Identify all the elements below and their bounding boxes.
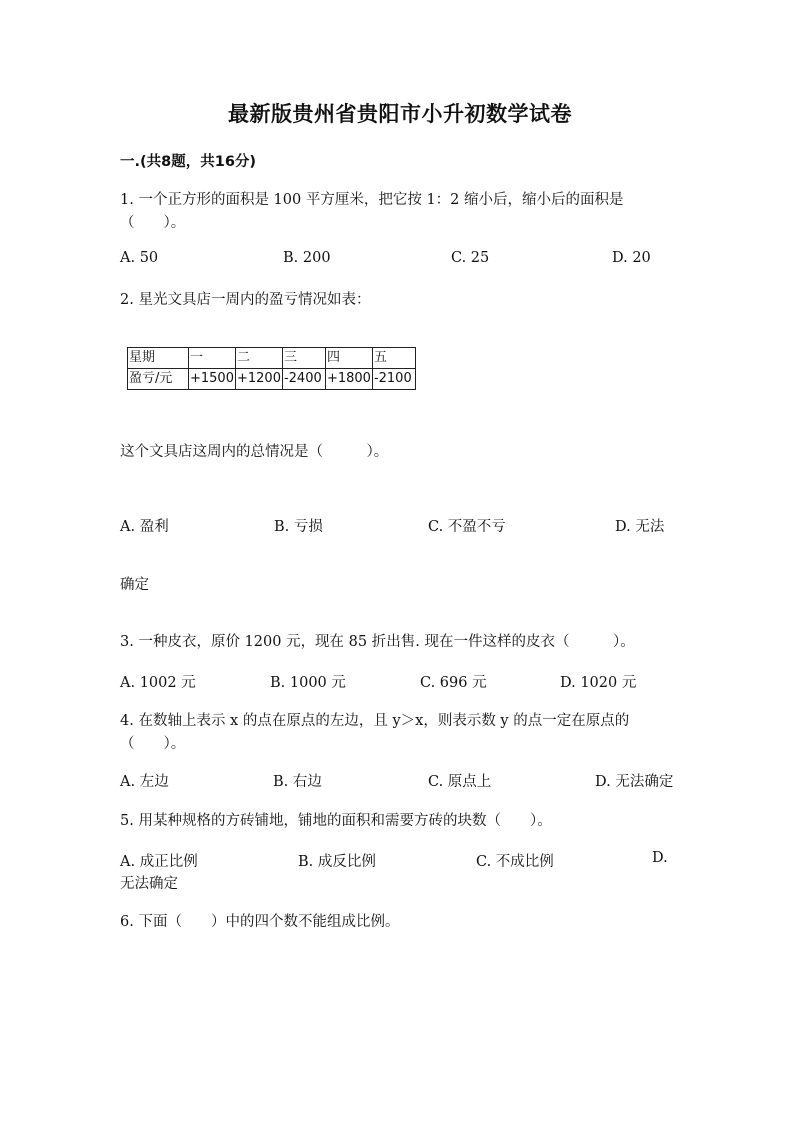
q5-option-a[interactable]: A. 成正比例 (120, 854, 198, 870)
profit-loss-table (127, 347, 416, 390)
q3-option-d[interactable]: D. 1020 元 (560, 675, 637, 691)
table-cell: +1500 (189, 369, 236, 390)
question-6-text: 6. 下面（ ）中的四个数不能组成比例。 (120, 914, 400, 930)
q2-option-a[interactable]: A. 盈利 (120, 519, 169, 535)
q1-option-d[interactable]: D. 20 (612, 250, 651, 266)
q4-option-c[interactable]: C. 原点上 (428, 774, 492, 790)
question-5-text: 5. 用某种规格的方砖铺地，铺地的面积和需要方砖的块数（ ）。 (120, 813, 552, 829)
table-cell: 星期 (128, 348, 189, 369)
table-cell: 二 (235, 348, 282, 369)
q2-option-b[interactable]: B. 亏损 (274, 519, 323, 535)
table-row (128, 369, 416, 390)
table-header-row (128, 348, 416, 369)
table-cell: 一 (189, 348, 236, 369)
table-cell: +1800 (325, 369, 372, 390)
q1-option-a[interactable]: A. 50 (120, 250, 159, 266)
table-cell: 盈亏/元 (128, 369, 189, 390)
q4-option-b[interactable]: B. 右边 (273, 774, 322, 790)
q3-option-b[interactable]: B. 1000 元 (270, 675, 346, 691)
q1-option-c[interactable]: C. 25 (451, 250, 490, 266)
table-cell: 五 (372, 348, 415, 369)
table-cell: 四 (325, 348, 372, 369)
table-cell: +1200 (235, 369, 282, 390)
table-cell: -2400 (282, 369, 325, 390)
q5-option-b[interactable]: B. 成反比例 (298, 854, 376, 870)
question-4-text: 4. 在数轴上表示 x 的点在原点的左边，且 y＞x，则表示数 y 的点一定在原点的 (120, 713, 630, 729)
q5-option-d[interactable]: D. (652, 850, 668, 866)
question-1-blank: （ ）。 (120, 215, 186, 231)
table-cell: 三 (282, 348, 325, 369)
q2-option-c[interactable]: C. 不盈不亏 (428, 519, 506, 535)
q2-option-d[interactable]: D. 无法 (615, 519, 665, 535)
page-title: 最新版贵州省贵阳市小升初数学试卷 (228, 102, 572, 126)
q3-option-c[interactable]: C. 696 元 (420, 675, 487, 691)
q5-option-c[interactable]: C. 不成比例 (476, 854, 554, 870)
q5-option-d-wrap: 无法确定 (120, 876, 178, 892)
question-2-stem: 这个文具店这周内的总情况是（ ）。 (120, 444, 389, 460)
question-1-text: 1. 一个正方形的面积是 100 平方厘米，把它按 1：2 缩小后，缩小后的面积是 (120, 192, 624, 208)
question-2-text: 2. 星光文具店一周内的盈亏情况如表： (120, 292, 371, 308)
q1-option-b[interactable]: B. 200 (283, 250, 331, 266)
q2-option-d-wrap: 确定 (120, 577, 149, 593)
q4-option-d[interactable]: D. 无法确定 (595, 774, 674, 790)
section-heading: 一.(共8题，共16分) (120, 154, 257, 170)
table-cell: -2100 (372, 369, 415, 390)
question-3-text: 3. 一种皮衣，原价 1200 元，现在 85 折出售. 现在一件这样的皮衣（ ）。 (120, 634, 635, 650)
q3-option-a[interactable]: A. 1002 元 (120, 675, 196, 691)
question-4-blank: （ ）。 (120, 736, 186, 752)
q4-option-a[interactable]: A. 左边 (120, 774, 169, 790)
